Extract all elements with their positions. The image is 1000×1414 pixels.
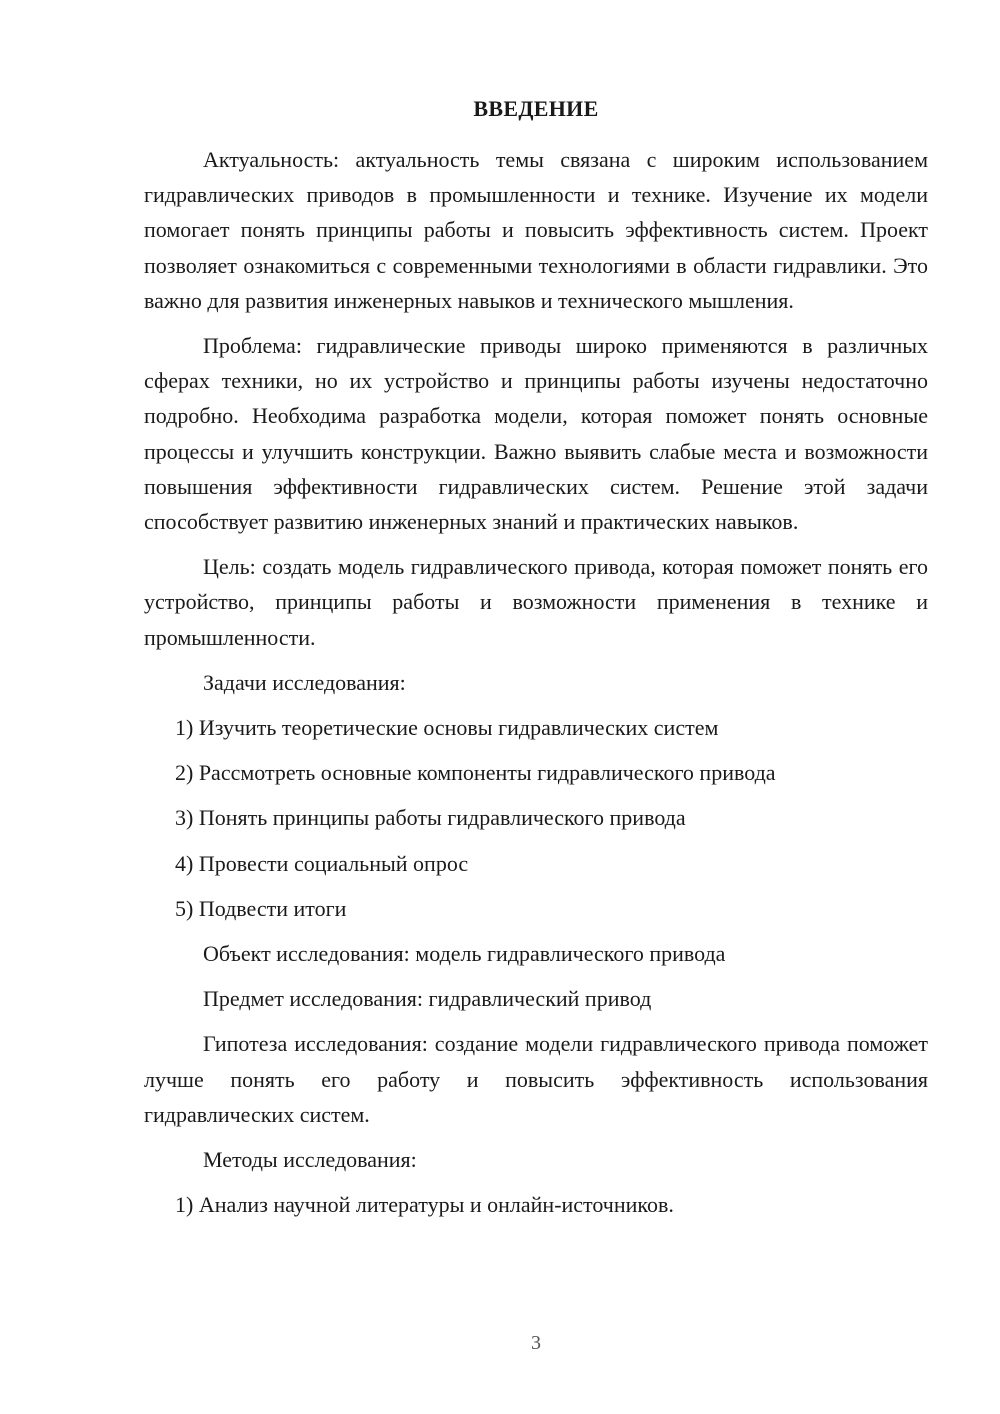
task-item: 1) Изучить теоретические основы гидравлических систем <box>175 715 719 741</box>
problem-paragraph: Проблема: гидравлические приводы широко применяются в различных сферах техники, но их устройство и принципы работы изучены недостаточно подробно. Необходима разработка модели, которая поможет понять основные процессы и улучшить конструкции. Важно выявить слабые места и возможности повышения эффективности гидравлических систем. Решение этой задачи способствует развитию инженерных знаний и практических навыков. <box>144 333 928 535</box>
document-body <box>144 142 928 1232</box>
hypothesis-paragraph: Гипотеза исследования: создание модели гидравлического привода поможет лучше понять его работу и повысить эффективность использования гидравлических систем. <box>144 1031 928 1127</box>
task-item: 5) Подвести итоги <box>175 895 347 921</box>
task-item: 3) Понять принципы работы гидравлического привода <box>175 805 686 831</box>
relevance-paragraph: Актуальность: актуальность темы связана с широким использованием гидравлических приводов в промышленности и технике. Изучение их модели помогает понять принципы работы и повысить эффективность систем. Проект позволяет ознакомиться с современными технологиями в области гидравлики. Это важно для развития инженерных навыков и технического мышления. <box>144 147 928 313</box>
task-item: 2) Рассмотреть основные компоненты гидравлического привода <box>175 760 776 786</box>
tasks-heading: Задачи исследования: <box>203 669 406 695</box>
page-title: ВВЕДЕНИЕ <box>473 96 599 121</box>
page-number: 3 <box>531 1332 541 1354</box>
research-object: Объект исследования: модель гидравлического привода <box>203 941 726 967</box>
research-subject: Предмет исследования: гидравлический привод <box>203 986 652 1012</box>
goal-paragraph: Цель: создать модель гидравлического привода, которая поможет понять его устройство, принципы работы и возможности применения в технике и промышленности. <box>144 554 928 650</box>
task-item: 4) Провести социальный опрос <box>175 850 469 876</box>
methods-heading: Методы исследования: <box>203 1147 417 1173</box>
method-item: 1) Анализ научной литературы и онлайн-источников. <box>175 1192 674 1218</box>
